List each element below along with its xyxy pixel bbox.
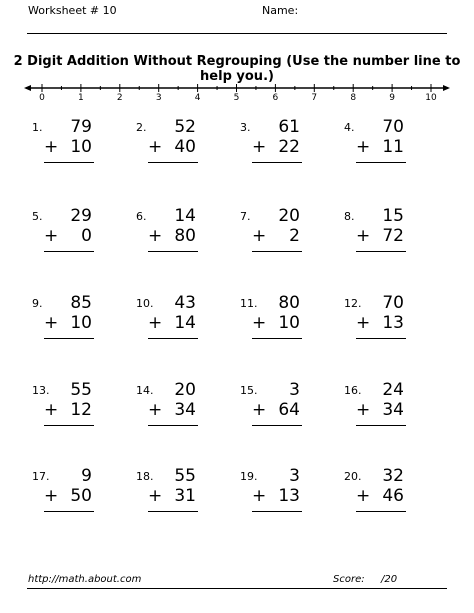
problem-number: 10. — [136, 297, 154, 310]
number-line-label: 9 — [389, 93, 395, 102]
problem-18 — [136, 466, 216, 526]
problem-2 — [136, 117, 216, 177]
problem-number: 3. — [240, 121, 251, 134]
problem-1 — [32, 117, 112, 177]
addend-top: 3 — [289, 380, 300, 400]
answer-line — [44, 338, 94, 339]
plus-sign: + — [148, 226, 163, 246]
number-line-label: 8 — [350, 93, 357, 102]
worksheet-title: 2 Digit Addition Without Regrouping (Use the number line to help you.) — [13, 54, 461, 84]
addend-bottom: 10 — [70, 313, 92, 333]
score-total: /20 — [381, 574, 398, 585]
problem-number: 8. — [344, 210, 355, 223]
addend-bottom: 46 — [382, 486, 404, 506]
addend-top: 70 — [382, 117, 404, 137]
answer-line — [252, 338, 302, 339]
problem-number: 19. — [240, 470, 258, 483]
problem-13 — [32, 380, 112, 440]
answer-line — [252, 251, 302, 252]
answer-line — [148, 251, 198, 252]
addend-top: 43 — [174, 293, 196, 313]
score-label: Score: — [333, 574, 365, 585]
number-line-label: 1 — [78, 93, 84, 102]
problem-number: 2. — [136, 121, 147, 134]
addend-bottom: 11 — [382, 137, 404, 157]
answer-line — [148, 425, 198, 426]
addend-top: 9 — [81, 466, 92, 486]
addend-top: 55 — [174, 466, 196, 486]
plus-sign: + — [356, 400, 371, 420]
plus-sign: + — [44, 137, 59, 157]
addend-bottom: 34 — [174, 400, 196, 420]
answer-line — [44, 251, 94, 252]
problem-number: 1. — [32, 121, 43, 134]
addend-top: 20 — [174, 380, 196, 400]
worksheet-label: Worksheet # 10 — [28, 4, 117, 17]
number-line-label: 5 — [233, 93, 240, 102]
addend-top: 32 — [382, 466, 404, 486]
addend-bottom: 13 — [278, 486, 300, 506]
plus-sign: + — [252, 226, 267, 246]
addend-bottom: 64 — [278, 400, 300, 420]
plus-sign: + — [44, 400, 59, 420]
number-line-label: 7 — [311, 93, 318, 102]
number-line-label: 3 — [155, 93, 162, 102]
number-line-label: 0 — [39, 93, 45, 102]
problem-20 — [344, 466, 424, 526]
addend-top: 79 — [70, 117, 92, 137]
problem-11 — [240, 293, 320, 353]
addend-top: 15 — [382, 206, 404, 226]
problem-16 — [344, 380, 424, 440]
number-line-label: 2 — [116, 93, 123, 102]
problem-number: 20. — [344, 470, 362, 483]
problem-number: 6. — [136, 210, 147, 223]
addend-top: 55 — [70, 380, 92, 400]
problem-number: 18. — [136, 470, 154, 483]
header-underline — [27, 33, 447, 34]
plus-sign: + — [148, 486, 163, 506]
addend-top: 61 — [278, 117, 300, 137]
addend-bottom: 10 — [70, 137, 92, 157]
answer-line — [148, 162, 198, 163]
addend-bottom: 72 — [382, 226, 404, 246]
answer-line — [44, 511, 94, 512]
addend-bottom: 80 — [174, 226, 196, 246]
problem-14 — [136, 380, 216, 440]
problem-number: 17. — [32, 470, 50, 483]
addend-top: 14 — [174, 206, 196, 226]
addend-top: 85 — [70, 293, 92, 313]
answer-line — [356, 425, 406, 426]
addend-top: 3 — [289, 466, 300, 486]
problem-8 — [344, 206, 424, 266]
problem-number: 13. — [32, 384, 50, 397]
answer-line — [44, 425, 94, 426]
addend-top: 29 — [70, 206, 92, 226]
answer-line — [356, 511, 406, 512]
problem-number: 15. — [240, 384, 258, 397]
problem-number: 5. — [32, 210, 43, 223]
addend-bottom: 12 — [70, 400, 92, 420]
answer-line — [356, 338, 406, 339]
addend-bottom: 40 — [174, 137, 196, 157]
problem-4 — [344, 117, 424, 177]
plus-sign: + — [148, 313, 163, 333]
addend-bottom: 10 — [278, 313, 300, 333]
problem-number: 16. — [344, 384, 362, 397]
number-line-label: 10 — [425, 93, 437, 102]
answer-line — [252, 511, 302, 512]
problem-9 — [32, 293, 112, 353]
problem-15 — [240, 380, 320, 440]
plus-sign: + — [356, 137, 371, 157]
plus-sign: + — [44, 486, 59, 506]
plus-sign: + — [252, 400, 267, 420]
addend-top: 80 — [278, 293, 300, 313]
problem-12 — [344, 293, 424, 353]
problem-3 — [240, 117, 320, 177]
answer-line — [252, 425, 302, 426]
problem-7 — [240, 206, 320, 266]
addend-top: 52 — [174, 117, 196, 137]
problem-10 — [136, 293, 216, 353]
plus-sign: + — [148, 137, 163, 157]
plus-sign: + — [356, 486, 371, 506]
plus-sign: + — [44, 226, 59, 246]
number-line — [0, 80, 474, 102]
addend-bottom: 14 — [174, 313, 196, 333]
number-line-label: 6 — [272, 93, 279, 102]
arrow-right-icon — [443, 85, 450, 91]
addend-bottom: 31 — [174, 486, 196, 506]
footer-underline — [27, 588, 447, 589]
plus-sign: + — [252, 486, 267, 506]
problem-number: 4. — [344, 121, 355, 134]
problem-number: 11. — [240, 297, 258, 310]
problem-number: 12. — [344, 297, 362, 310]
answer-line — [252, 162, 302, 163]
problem-6 — [136, 206, 216, 266]
addend-top: 24 — [382, 380, 404, 400]
answer-line — [356, 162, 406, 163]
problem-number: 14. — [136, 384, 154, 397]
number-line-label: 4 — [194, 93, 201, 102]
addend-bottom: 0 — [81, 226, 92, 246]
footer-url: http://math.about.com — [28, 574, 142, 585]
plus-sign: + — [356, 226, 371, 246]
answer-line — [356, 251, 406, 252]
plus-sign: + — [356, 313, 371, 333]
answer-line — [44, 162, 94, 163]
plus-sign: + — [148, 400, 163, 420]
addend-bottom: 2 — [289, 226, 300, 246]
problem-19 — [240, 466, 320, 526]
answer-line — [148, 511, 198, 512]
addend-top: 70 — [382, 293, 404, 313]
plus-sign: + — [252, 137, 267, 157]
problem-5 — [32, 206, 112, 266]
name-label: Name: — [262, 4, 299, 17]
problem-number: 7. — [240, 210, 251, 223]
addend-bottom: 34 — [382, 400, 404, 420]
problem-number: 9. — [32, 297, 43, 310]
problem-17 — [32, 466, 112, 526]
addend-top: 20 — [278, 206, 300, 226]
addend-bottom: 13 — [382, 313, 404, 333]
arrow-left-icon — [24, 85, 31, 91]
answer-line — [148, 338, 198, 339]
addend-bottom: 22 — [278, 137, 300, 157]
plus-sign: + — [252, 313, 267, 333]
addend-bottom: 50 — [70, 486, 92, 506]
plus-sign: + — [44, 313, 59, 333]
